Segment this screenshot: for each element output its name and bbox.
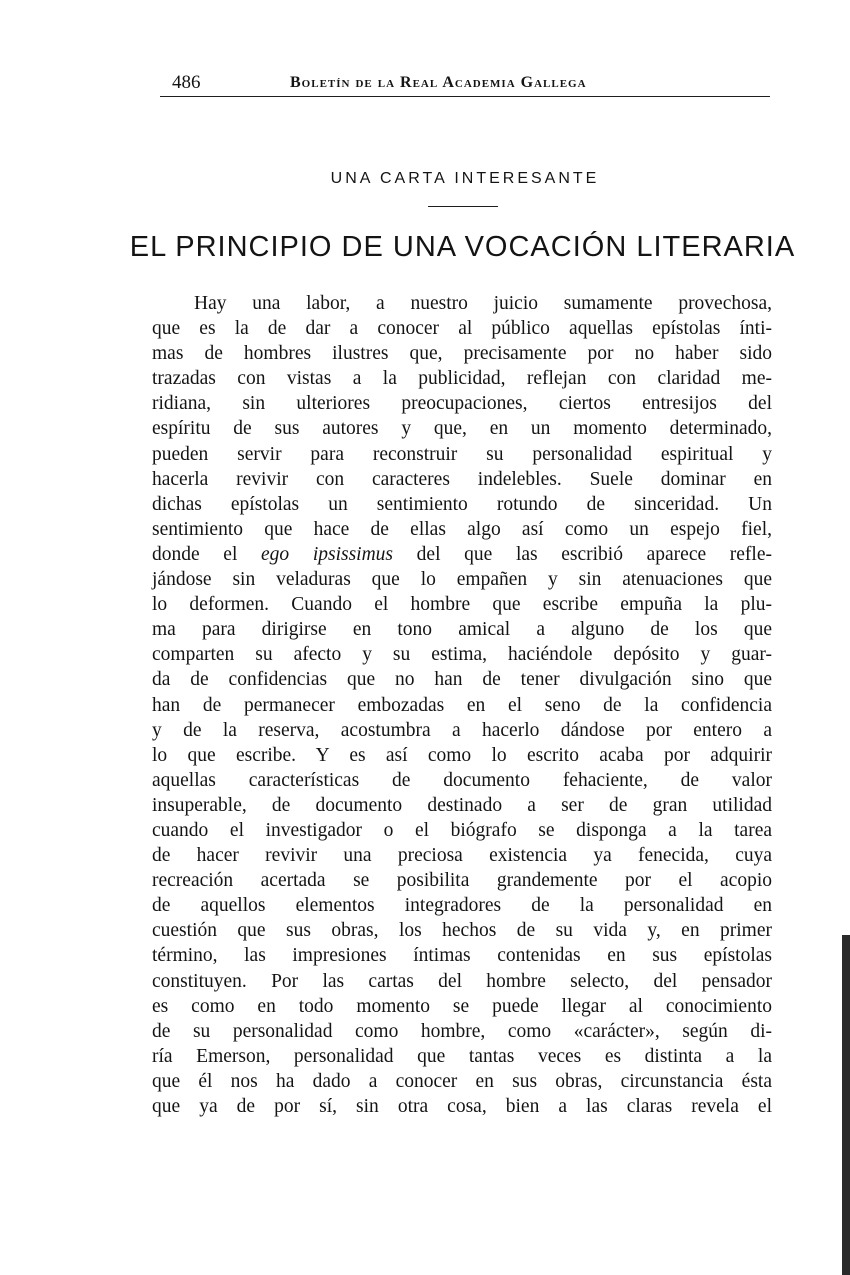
scan-edge-shadow [842,935,850,1275]
article-title: EL PRINCIPIO DE UNA VOCACIÓN LITERARIA [129,231,796,263]
body-line: término, las impresiones íntimas contenidas en sus epístolas [152,945,772,967]
body-line: ría Emerson, personalidad que tantas veces es distinta a la [152,1045,772,1067]
body-line: da de confidencias que no han de tener divulgación sino que [152,669,772,691]
body-line: pueden servir para reconstruir su personalidad espiritual y [152,443,772,465]
body-line: comparten su afecto y su estima, haciéndole depósito y guar- [152,644,772,666]
body-line: cuando el investigador o el biógrafo se disponga a la tarea [152,819,772,841]
body-line: trazadas con vistas a la publicidad, reflejan con claridad me- [152,368,772,390]
article-body [152,291,772,1119]
body-line: insuperable, de documento destinado a ser de gran utilidad [152,794,772,816]
body-line: mas de hombres ilustres que, precisamente por no haber sido [152,343,772,365]
article-kicker: UNA CARTA INTERESANTE [330,170,600,187]
body-line: y de la reserva, acostumbra a hacerlo dándose por entero a [152,719,772,741]
body-line: sentimiento que hace de ellas algo así como un espejo fiel, [152,518,772,540]
latin-phrase: ego ipsissimus [261,543,394,565]
body-line: donde el ego ipsissimus del que las escribió aparece refle- [152,543,772,565]
body-line: aquellas características de documento fehaciente, de valor [152,769,772,791]
body-line: recreación acertada se posibilita grandemente por el acopio [152,870,772,892]
running-header [160,70,770,97]
body-line: que él nos ha dado a conocer en sus obras, circunstancia ésta [152,1070,772,1092]
journal-title: Boletín de la Real Academia Gallega [290,74,587,91]
body-line: de su personalidad como hombre, como «carácter», según di- [152,1020,772,1042]
body-line: que ya de por sí, sin otra cosa, bien a las claras revela el [152,1096,772,1117]
body-line: hacerla revivir con caracteres indelebles. Suele dominar en [152,468,772,490]
body-line: de aquellos elementos integradores de la personalidad en [152,895,772,917]
body-line: lo que escribe. Y es así como lo escrito acaba por adquirir [152,744,772,766]
title-divider [428,206,498,207]
body-line: dichas epístolas un sentimiento rotundo de sinceridad. Un [152,493,772,515]
body-line: ma para dirigirse en tono amical a alguno de los que [152,619,772,641]
body-line: jándose sin veladuras que lo empañen y sin atenuaciones que [152,569,772,591]
body-line: cuestión que sus obras, los hechos de su vida y, en primer [152,920,772,942]
body-line: lo deformen. Cuando el hombre que escribe empuña la plu- [152,594,772,616]
body-line: ridiana, sin ulteriores preocupaciones, ciertos entresijos del [152,393,772,415]
body-line: han de permanecer embozadas en el seno de la confidencia [152,694,772,716]
page-number: 486 [172,72,201,93]
body-line: de hacer revivir una preciosa existencia ya fenecida, cuya [152,845,772,867]
body-line: constituyen. Por las cartas del hombre selecto, del pensador [152,970,772,992]
body-line: Hay una labor, a nuestro juicio sumamente provechosa, [194,293,772,314]
body-line: es como en todo momento se puede llegar al conocimiento [152,995,772,1017]
body-line: espíritu de sus autores y que, en un momento determinado, [152,418,772,440]
body-line: que es la de dar a conocer al público aquellas epístolas ínti- [152,318,772,340]
